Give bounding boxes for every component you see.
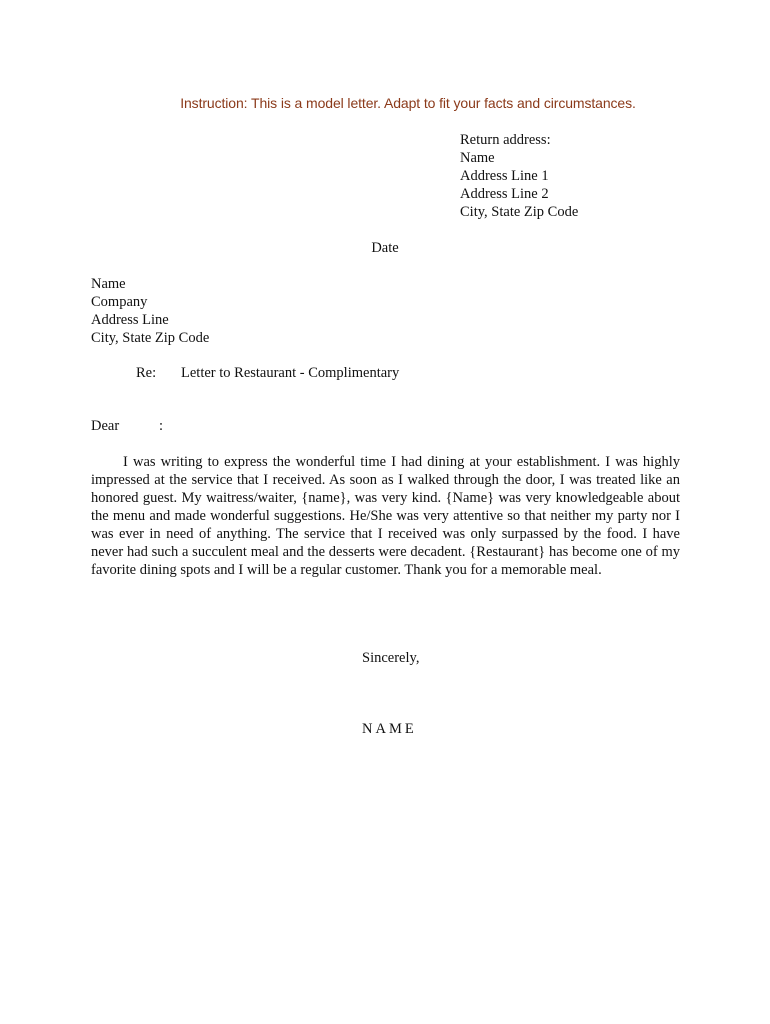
return-address-block — [460, 131, 578, 221]
return-address-line2: Address Line 2 — [460, 186, 549, 202]
recipient-block — [91, 275, 209, 347]
recipient-address: Address Line — [91, 312, 169, 328]
letter-date: Date — [371, 240, 399, 256]
return-address-city-state-zip: City, State Zip Code — [460, 204, 579, 220]
signature-name: NAME — [362, 721, 417, 737]
salutation-label: Dear — [91, 418, 120, 434]
salutation-colon: : — [159, 418, 164, 434]
subject-line — [136, 364, 399, 382]
subject-label: Re: — [136, 365, 157, 381]
return-address-name: Name — [460, 150, 495, 166]
recipient-company: Company — [91, 294, 148, 310]
instruction-note: Instruction: This is a model letter. Adapt to fit your facts and circumstances. — [180, 95, 636, 111]
recipient-city-state-zip: City, State Zip Code — [91, 330, 210, 346]
return-address-heading: Return address: — [460, 132, 551, 148]
body-paragraph: I was writing to express the wonderful time I had dining at your establishment. I was highly impressed at the service that I received. As soon as I walked through the door, I was treated like an honored guest. My waitress/waiter, {name}, was very kind. {Name} was very knowledgeable about the menu and made wonderful suggestions. He/She was very attentive so that neither my party nor I was ever in need of anything. The service that I received was only surpassed by the food. I have never had such a succulent meal and the desserts were decadent. {Restaurant} has become one of my favorite dining spots and I will be a regular customer. Thank you for a memorable meal. — [91, 454, 680, 578]
letter-body — [91, 453, 680, 579]
subject-text: Letter to Restaurant - Complimentary — [181, 365, 400, 381]
return-address-line1: Address Line 1 — [460, 168, 549, 184]
closing: Sincerely, — [362, 650, 420, 666]
salutation — [91, 417, 163, 435]
recipient-name: Name — [91, 276, 126, 292]
